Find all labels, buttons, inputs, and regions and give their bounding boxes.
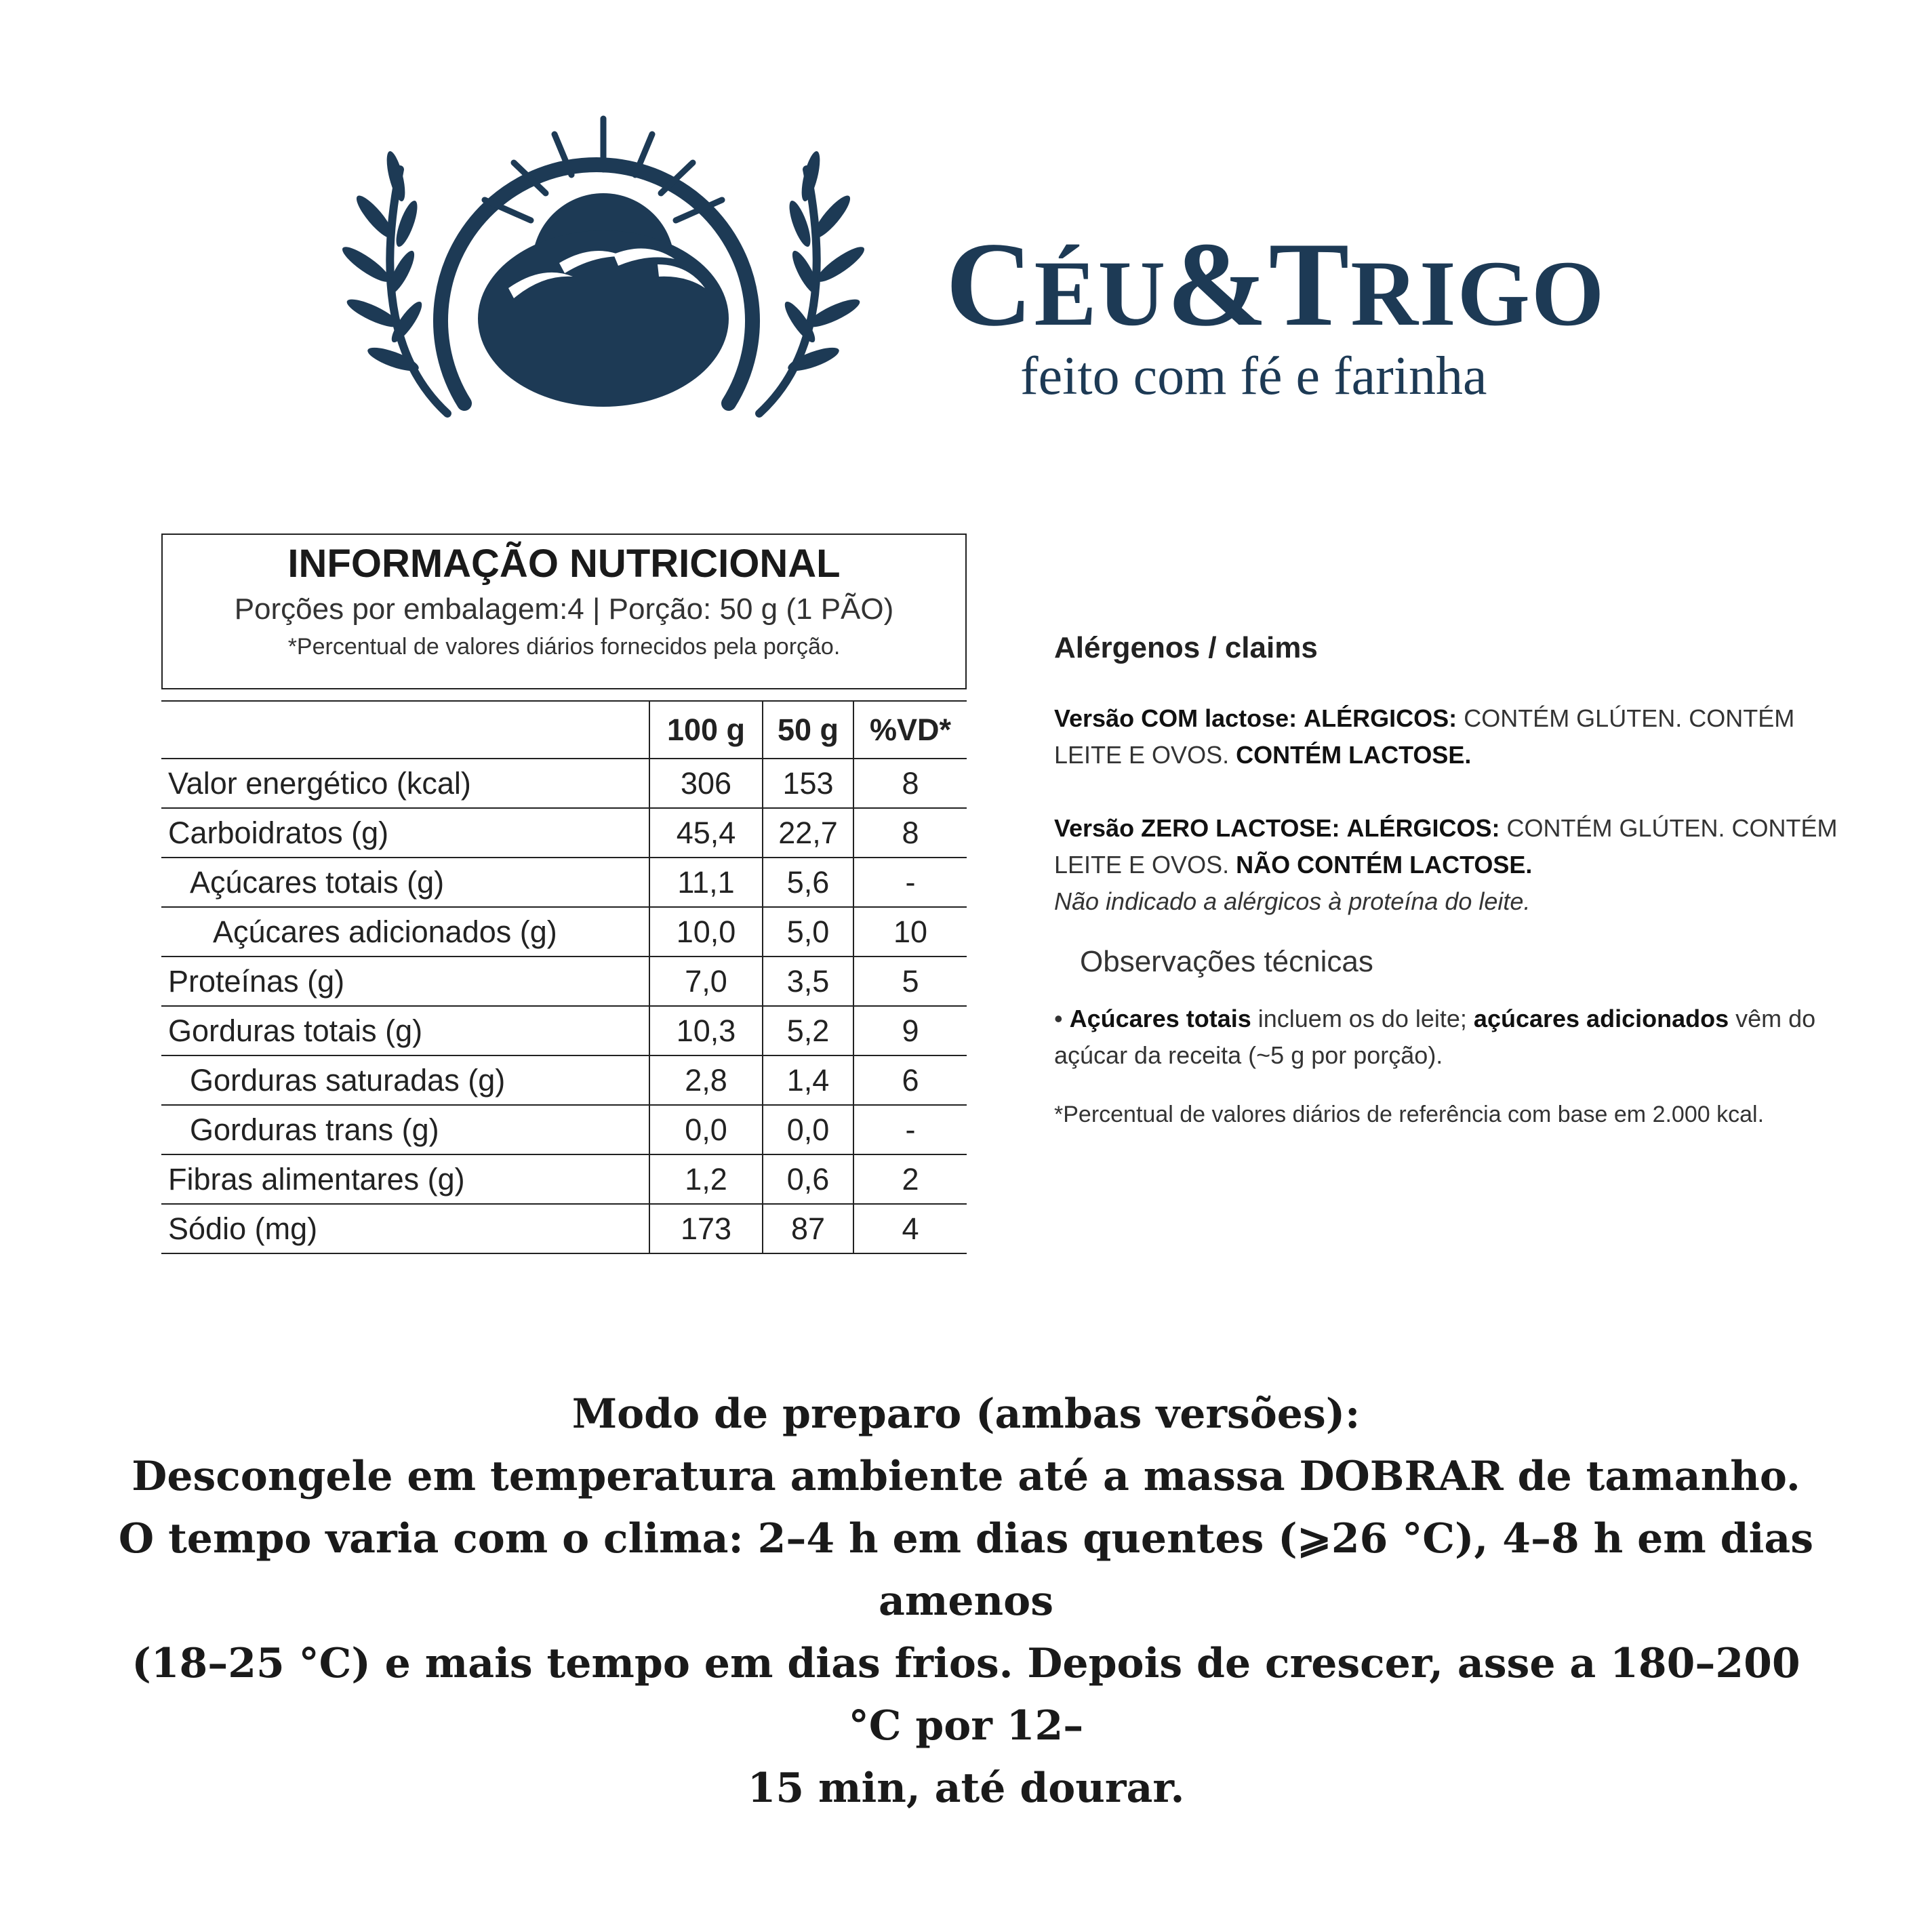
value-daily-percent: 8 <box>853 759 967 808</box>
value-per-100g: 173 <box>649 1204 763 1253</box>
brand-header <box>0 0 1932 475</box>
daily-value-footnote: *Percentual de valores diários fornecidos pela porção. <box>287 633 841 660</box>
brand-name-part: RIGO <box>1350 241 1606 345</box>
value-daily-percent: - <box>853 1105 967 1154</box>
value-daily-percent: 9 <box>853 1006 967 1055</box>
sugar-total-label: Açúcares totais <box>1069 1004 1251 1032</box>
allergen-note: Não indicado a alérgicos à proteína do leite. <box>1054 887 1531 915</box>
nutrient-label: Gorduras saturadas (g) <box>161 1055 649 1105</box>
column-header-vd: %VD* <box>853 701 967 759</box>
value-daily-percent: - <box>853 858 967 907</box>
value-per-50g: 0,0 <box>763 1105 853 1154</box>
value-per-100g: 7,0 <box>649 957 763 1006</box>
allergen-lactose-version <box>1054 700 1868 773</box>
column-header-label <box>161 701 649 759</box>
nutrition-rows <box>161 759 967 1253</box>
sugar-added-label: açúcares adicionados <box>1473 1004 1729 1032</box>
value-daily-percent: 6 <box>853 1055 967 1105</box>
nutrient-label: Carboidratos (g) <box>161 808 649 858</box>
value-per-50g: 87 <box>763 1204 853 1253</box>
wheat-stalk-icon <box>339 150 447 414</box>
value-per-50g: 5,6 <box>763 858 853 907</box>
daily-value-reference: *Percentual de valores diários de referência com base em 2.000 kcal. <box>1054 1101 1765 1127</box>
nutrition-table <box>161 700 967 1254</box>
value-per-100g: 1,2 <box>649 1154 763 1204</box>
allergen-zero-lactose-version <box>1054 810 1868 920</box>
value-per-100g: 10,3 <box>649 1006 763 1055</box>
observations-title: Observações técnicas <box>1080 944 1373 978</box>
table-row <box>161 1055 967 1105</box>
value-daily-percent: 5 <box>853 957 967 1006</box>
allergen-alert: ALÉRGICOS: <box>1304 704 1457 732</box>
value-per-100g: 0,0 <box>649 1105 763 1154</box>
table-row <box>161 759 967 808</box>
brand-logo <box>339 61 881 441</box>
brand-tagline: feito com fé e farinha <box>1020 346 1487 406</box>
value-daily-percent: 8 <box>853 808 967 858</box>
preparation-line: 15 min, até dourar. <box>747 1765 1185 1812</box>
observation-sugar <box>1054 1001 1868 1074</box>
value-daily-percent: 10 <box>853 907 967 957</box>
value-per-50g: 5,0 <box>763 907 853 957</box>
allergen-text: CONTÉM GLÚTEN. CONTÉM LEITE E OVOS. <box>1054 704 1795 769</box>
value-per-50g: 3,5 <box>763 957 853 1006</box>
allergen-text: CONTÉM GLÚTEN. CONTÉM LEITE E OVOS. <box>1054 813 1838 879</box>
table-row <box>161 1154 967 1204</box>
bread-loaf-icon <box>478 230 729 407</box>
preparation-line: (18–25 °C) e mais tempo em dias frios. Depois de crescer, asse a 180–200 °C por 12– <box>132 1640 1800 1750</box>
table-row <box>161 1006 967 1055</box>
allergen-title: Alérgenos / claims <box>1054 631 1318 664</box>
nutrition-title: INFORMAÇÃO NUTRICIONAL <box>287 542 841 586</box>
brand-initial-c: C <box>946 217 1034 351</box>
nutrient-label: Gorduras totais (g) <box>161 1006 649 1055</box>
nutrient-label: Açúcares adicionados (g) <box>161 907 649 957</box>
value-per-50g: 153 <box>763 759 853 808</box>
preparation-title: Modo de preparo (ambas versões): <box>571 1390 1361 1438</box>
nutrient-label: Açúcares totais (g) <box>161 858 649 907</box>
value-per-100g: 10,0 <box>649 907 763 957</box>
allergen-alert: ALÉRGICOS: <box>1346 813 1500 842</box>
value-per-100g: 306 <box>649 759 763 808</box>
value-daily-percent: 2 <box>853 1154 967 1204</box>
version-label-suffix: lactose: <box>1198 704 1297 732</box>
preparation-line: O tempo varia com o clima: 2–4 h em dias quentes (⩾26 °C), 4–8 h em dias amenos <box>118 1515 1814 1625</box>
table-row <box>161 1204 967 1253</box>
table-header-row <box>161 701 967 759</box>
value-daily-percent: 4 <box>853 1204 967 1253</box>
nutrient-label: Valor energético (kcal) <box>161 759 649 808</box>
sugar-total-text: incluem os do leite; <box>1251 1004 1474 1032</box>
table-row <box>161 957 967 1006</box>
table-row <box>161 858 967 907</box>
table-row <box>161 1105 967 1154</box>
version-label-strong: ZERO LACTOSE: <box>1141 813 1340 842</box>
brand-name-part: ÉU <box>1034 241 1167 345</box>
bullet-icon: • <box>1054 1004 1063 1032</box>
nutrition-header <box>161 534 967 689</box>
value-per-50g: 5,2 <box>763 1006 853 1055</box>
brand-name <box>946 217 1606 351</box>
value-per-100g: 45,4 <box>649 808 763 858</box>
nutrient-label: Sódio (mg) <box>161 1204 649 1253</box>
version-label-prefix: Versão <box>1054 813 1142 842</box>
value-per-50g: 1,4 <box>763 1055 853 1105</box>
column-header-100g: 100 g <box>649 701 763 759</box>
value-per-50g: 0,6 <box>763 1154 853 1204</box>
lactose-claim: NÃO CONTÉM LACTOSE. <box>1236 850 1533 879</box>
preparation-line: Descongele em temperatura ambiente até a massa DOBRAR de tamanho. <box>132 1453 1800 1500</box>
preparation-instructions <box>102 1383 1830 1819</box>
value-per-100g: 11,1 <box>649 858 763 907</box>
nutrient-label: Gorduras trans (g) <box>161 1105 649 1154</box>
wheat-stalk-icon <box>759 150 868 414</box>
serving-info: Porções por embalagem:4 | Porção: 50 g (1 PÃO) <box>234 592 894 626</box>
lactose-claim: CONTÉM LACTOSE. <box>1236 740 1472 769</box>
allergen-panel <box>1054 630 1868 1128</box>
table-row <box>161 808 967 858</box>
value-per-100g: 2,8 <box>649 1055 763 1105</box>
value-per-50g: 22,7 <box>763 808 853 858</box>
nutrient-label: Fibras alimentares (g) <box>161 1154 649 1204</box>
brand-initial-t: T <box>1268 217 1351 351</box>
nutrient-label: Proteínas (g) <box>161 957 649 1006</box>
column-header-50g: 50 g <box>763 701 853 759</box>
version-label-prefix: Versão <box>1054 704 1142 732</box>
sugar-added-text: vêm do açúcar da receita (~5 g por porção). <box>1054 1004 1816 1069</box>
brand-ampersand: & <box>1167 217 1269 351</box>
table-row <box>161 907 967 957</box>
version-label-strong: COM <box>1141 704 1199 732</box>
